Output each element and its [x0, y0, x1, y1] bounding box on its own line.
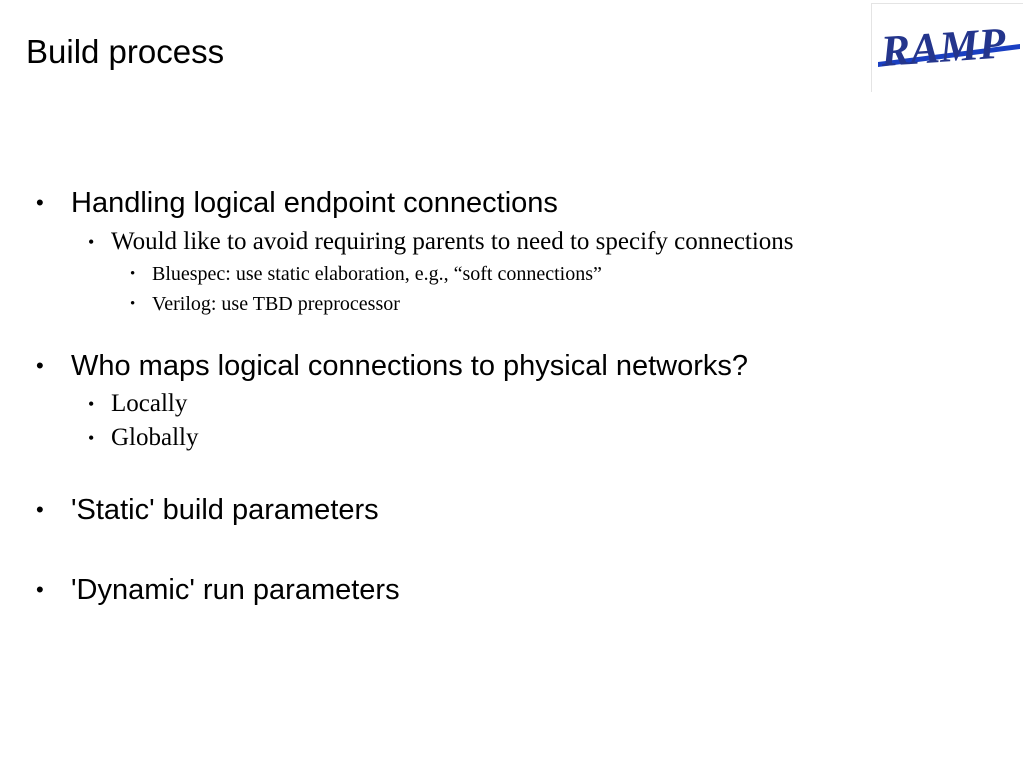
slide-title: Build process — [26, 33, 225, 70]
logo-text: RAMP — [879, 18, 1008, 76]
bullet-glyph: • — [36, 497, 44, 522]
bullet-text: Would like to avoid requiring parents to need to specify connections — [111, 228, 794, 255]
bullet-glyph: • — [88, 232, 95, 252]
bullet-text: 'Dynamic' run parameters — [71, 574, 400, 606]
bullet-item-level2 — [88, 423, 199, 453]
bullet-item-level1 — [36, 573, 400, 607]
bullet-text: Globally — [111, 424, 199, 451]
bullet-glyph: • — [36, 577, 44, 602]
bullet-text: Verilog: use TBD preprocessor — [152, 293, 400, 315]
bullet-text: Locally — [111, 390, 188, 417]
ramp-logo-graphic — [872, 4, 1023, 92]
bullet-glyph: • — [88, 394, 95, 414]
bullet-text: Bluespec: use static elaboration, e.g., “soft connections” — [152, 263, 602, 285]
bullet-item-level3 — [130, 262, 602, 286]
bullet-item-level1 — [36, 493, 379, 527]
ramp-logo — [871, 3, 1023, 92]
bullet-text: 'Static' build parameters — [71, 494, 379, 526]
bullet-text: Handling logical endpoint connections — [71, 187, 558, 219]
bullet-item-level1 — [36, 186, 558, 220]
bullet-item-level3 — [130, 292, 400, 316]
bullet-glyph: • — [130, 296, 136, 312]
bullet-item-level2 — [88, 227, 794, 257]
bullet-glyph: • — [36, 190, 44, 215]
bullet-glyph: • — [130, 266, 136, 282]
bullet-text: Who maps logical connections to physical networks? — [71, 350, 748, 382]
bullet-item-level2 — [88, 389, 188, 419]
bullet-item-level1 — [36, 349, 748, 383]
bullet-glyph: • — [88, 428, 95, 448]
bullet-glyph: • — [36, 353, 44, 378]
